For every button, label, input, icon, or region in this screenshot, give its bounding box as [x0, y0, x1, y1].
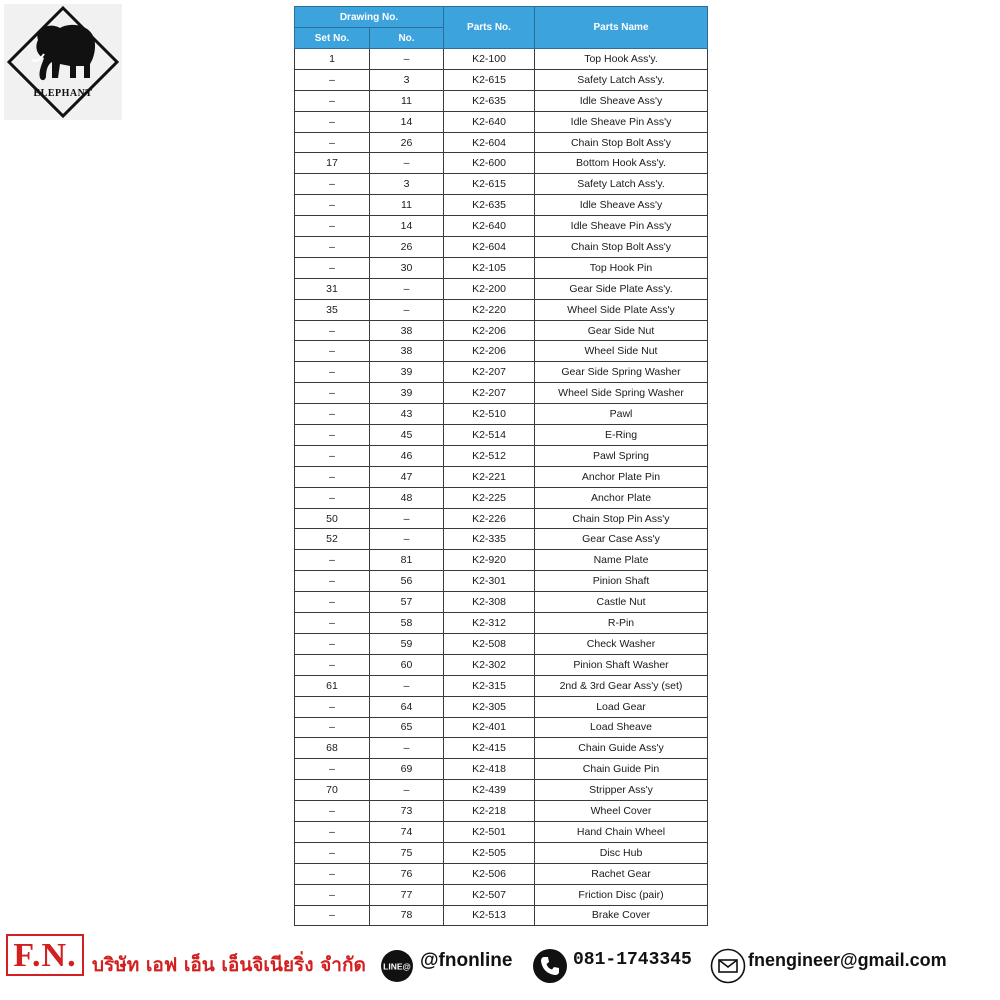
parts-name-cell: Brake Cover	[535, 905, 708, 926]
set-no-cell: –	[295, 759, 370, 780]
parts-name-cell: Pawl	[535, 404, 708, 425]
parts-name-cell: Castle Nut	[535, 592, 708, 613]
set-no-cell: –	[295, 404, 370, 425]
table-row	[295, 216, 708, 237]
table-row	[295, 508, 708, 529]
set-no-cell: 70	[295, 780, 370, 801]
drawing-no-cell: 77	[370, 884, 444, 905]
drawing-no-cell: 26	[370, 132, 444, 153]
drawing-no-cell: 46	[370, 445, 444, 466]
parts-no-cell: K2-512	[444, 445, 535, 466]
elephant-logo	[4, 4, 122, 120]
drawing-no-cell: 69	[370, 759, 444, 780]
elephant-icon	[4, 4, 122, 120]
drawing-no-cell: 45	[370, 425, 444, 446]
drawing-no-cell: 3	[370, 174, 444, 195]
parts-name-cell: Gear Case Ass'y	[535, 529, 708, 550]
table-row	[295, 111, 708, 132]
parts-no-cell: K2-640	[444, 216, 535, 237]
parts-name-cell: Safety Latch Ass'y.	[535, 69, 708, 90]
table-row	[295, 132, 708, 153]
parts-no-cell: K2-206	[444, 320, 535, 341]
parts-name-cell: Gear Side Nut	[535, 320, 708, 341]
set-no-cell: –	[295, 863, 370, 884]
drawing-no-cell: 57	[370, 592, 444, 613]
drawing-no-cell: 47	[370, 466, 444, 487]
parts-no-cell: K2-439	[444, 780, 535, 801]
set-no-cell: –	[295, 216, 370, 237]
set-no-cell: –	[295, 425, 370, 446]
parts-name-cell: Gear Side Spring Washer	[535, 362, 708, 383]
parts-table-body	[295, 49, 708, 926]
parts-name-cell: Name Plate	[535, 550, 708, 571]
parts-name-header: Parts Name	[535, 7, 708, 49]
table-row	[295, 821, 708, 842]
table-row	[295, 571, 708, 592]
table-row	[295, 863, 708, 884]
parts-name-cell: Friction Disc (pair)	[535, 884, 708, 905]
parts-no-cell: K2-401	[444, 717, 535, 738]
parts-name-cell: Idle Sheave Pin Ass'y	[535, 216, 708, 237]
parts-no-cell: K2-415	[444, 738, 535, 759]
table-row	[295, 592, 708, 613]
set-no-cell: –	[295, 383, 370, 404]
parts-name-cell: Bottom Hook Ass'y.	[535, 153, 708, 174]
parts-no-cell: K2-221	[444, 466, 535, 487]
parts-name-cell: E-Ring	[535, 425, 708, 446]
drawing-no-cell: 56	[370, 571, 444, 592]
drawing-no-cell: 74	[370, 821, 444, 842]
drawing-no-header: Drawing No.	[295, 7, 444, 28]
parts-no-cell: K2-514	[444, 425, 535, 446]
set-no-cell: –	[295, 174, 370, 195]
footer-contact-bar	[0, 928, 1000, 1000]
set-no-cell: –	[295, 195, 370, 216]
parts-name-cell: Wheel Side Spring Washer	[535, 383, 708, 404]
parts-name-cell: Top Hook Ass'y.	[535, 49, 708, 70]
set-no-cell: –	[295, 613, 370, 634]
parts-name-cell: Idle Sheave Ass'y	[535, 90, 708, 111]
table-row	[295, 675, 708, 696]
parts-no-cell: K2-206	[444, 341, 535, 362]
parts-no-cell: K2-635	[444, 90, 535, 111]
parts-no-cell: K2-105	[444, 257, 535, 278]
drawing-no-cell: 76	[370, 863, 444, 884]
email-address[interactable]: fnengineer@gmail.com	[748, 950, 947, 970]
parts-no-cell: K2-507	[444, 884, 535, 905]
drawing-no-cell: 75	[370, 842, 444, 863]
parts-name-cell: Pinion Shaft Washer	[535, 654, 708, 675]
parts-name-cell: Disc Hub	[535, 842, 708, 863]
drawing-no-cell: –	[370, 738, 444, 759]
table-row	[295, 445, 708, 466]
drawing-no-cell: 39	[370, 362, 444, 383]
set-no-cell: 1	[295, 49, 370, 70]
table-row	[295, 633, 708, 654]
set-no-cell: –	[295, 550, 370, 571]
set-no-cell: –	[295, 320, 370, 341]
drawing-no-cell: –	[370, 49, 444, 70]
table-row	[295, 780, 708, 801]
drawing-no-cell: –	[370, 675, 444, 696]
set-no-cell: –	[295, 111, 370, 132]
parts-no-cell: K2-315	[444, 675, 535, 696]
parts-no-cell: K2-312	[444, 613, 535, 634]
table-row	[295, 237, 708, 258]
parts-name-cell: Idle Sheave Ass'y	[535, 195, 708, 216]
table-row	[295, 696, 708, 717]
parts-no-cell: K2-604	[444, 132, 535, 153]
parts-name-cell: 2nd & 3rd Gear Ass'y (set)	[535, 675, 708, 696]
table-row	[295, 425, 708, 446]
drawing-no-cell: –	[370, 508, 444, 529]
parts-no-cell: K2-301	[444, 571, 535, 592]
drawing-no-cell: 65	[370, 717, 444, 738]
parts-name-cell: Chain Guide Ass'y	[535, 738, 708, 759]
drawing-no-cell: 26	[370, 237, 444, 258]
drawing-no-cell: 59	[370, 633, 444, 654]
parts-no-cell: K2-335	[444, 529, 535, 550]
fn-brand-logo: F.N.	[6, 934, 84, 976]
table-row	[295, 905, 708, 926]
table-row	[295, 613, 708, 634]
parts-name-cell: Rachet Gear	[535, 863, 708, 884]
parts-name-cell: Wheel Side Nut	[535, 341, 708, 362]
table-row	[295, 49, 708, 70]
parts-no-header: Parts No.	[444, 7, 535, 49]
parts-no-cell: K2-418	[444, 759, 535, 780]
table-row	[295, 195, 708, 216]
set-no-cell: 17	[295, 153, 370, 174]
drawing-no-cell: 11	[370, 90, 444, 111]
parts-name-cell: Load Gear	[535, 696, 708, 717]
set-no-cell: –	[295, 445, 370, 466]
parts-no-cell: K2-505	[444, 842, 535, 863]
table-row	[295, 69, 708, 90]
parts-no-cell: K2-508	[444, 633, 535, 654]
drawing-no-cell: 38	[370, 320, 444, 341]
table-row	[295, 383, 708, 404]
parts-name-cell: Pinion Shaft	[535, 571, 708, 592]
set-no-cell: 31	[295, 278, 370, 299]
parts-no-cell: K2-635	[444, 195, 535, 216]
parts-name-cell: Hand Chain Wheel	[535, 821, 708, 842]
parts-name-cell: Safety Latch Ass'y.	[535, 174, 708, 195]
parts-no-cell: K2-600	[444, 153, 535, 174]
drawing-no-cell: 64	[370, 696, 444, 717]
parts-no-cell: K2-510	[444, 404, 535, 425]
table-row	[295, 487, 708, 508]
parts-name-cell: Gear Side Plate Ass'y.	[535, 278, 708, 299]
set-no-cell: 50	[295, 508, 370, 529]
table-row	[295, 174, 708, 195]
drawing-no-cell: 81	[370, 550, 444, 571]
table-row	[295, 529, 708, 550]
set-no-cell: –	[295, 487, 370, 508]
table-row	[295, 404, 708, 425]
parts-name-cell: Idle Sheave Pin Ass'y	[535, 111, 708, 132]
set-no-cell: –	[295, 237, 370, 258]
parts-no-cell: K2-920	[444, 550, 535, 571]
table-row	[295, 341, 708, 362]
table-row	[295, 717, 708, 738]
set-no-cell: –	[295, 842, 370, 863]
line-icon	[380, 949, 414, 983]
parts-no-cell: K2-305	[444, 696, 535, 717]
table-row	[295, 801, 708, 822]
parts-name-cell: Load Sheave	[535, 717, 708, 738]
drawing-no-cell: 14	[370, 111, 444, 132]
table-row	[295, 362, 708, 383]
table-row	[295, 759, 708, 780]
drawing-no-cell: 48	[370, 487, 444, 508]
set-no-header: Set No.	[295, 28, 370, 49]
drawing-no-cell: 58	[370, 613, 444, 634]
set-no-cell: –	[295, 654, 370, 675]
parts-name-cell: Chain Guide Pin	[535, 759, 708, 780]
table-row	[295, 299, 708, 320]
set-no-cell: –	[295, 633, 370, 654]
table-row	[295, 654, 708, 675]
drawing-no-cell: –	[370, 529, 444, 550]
drawing-no-cell: 78	[370, 905, 444, 926]
drawing-no-cell: 60	[370, 654, 444, 675]
parts-name-cell: Pawl Spring	[535, 445, 708, 466]
parts-name-cell: Anchor Plate Pin	[535, 466, 708, 487]
no-header: No.	[370, 28, 444, 49]
parts-no-cell: K2-225	[444, 487, 535, 508]
parts-no-cell: K2-604	[444, 237, 535, 258]
table-row	[295, 738, 708, 759]
parts-no-cell: K2-207	[444, 383, 535, 404]
table-row	[295, 466, 708, 487]
mail-icon	[710, 948, 746, 984]
table-row	[295, 884, 708, 905]
parts-no-cell: K2-226	[444, 508, 535, 529]
parts-name-cell: Anchor Plate	[535, 487, 708, 508]
drawing-no-cell: –	[370, 780, 444, 801]
drawing-no-cell: 14	[370, 216, 444, 237]
parts-no-cell: K2-513	[444, 905, 535, 926]
set-no-cell: –	[295, 905, 370, 926]
parts-no-cell: K2-308	[444, 592, 535, 613]
set-no-cell: 35	[295, 299, 370, 320]
set-no-cell: –	[295, 69, 370, 90]
parts-no-cell: K2-200	[444, 278, 535, 299]
line-badge-text: LINE@	[383, 961, 411, 972]
set-no-cell: –	[295, 362, 370, 383]
set-no-cell: –	[295, 341, 370, 362]
parts-no-cell: K2-207	[444, 362, 535, 383]
parts-name-cell: Chain Stop Pin Ass'y	[535, 508, 708, 529]
set-no-cell: –	[295, 90, 370, 111]
set-no-cell: –	[295, 696, 370, 717]
parts-no-cell: K2-501	[444, 821, 535, 842]
drawing-no-cell: –	[370, 299, 444, 320]
drawing-no-cell: 11	[370, 195, 444, 216]
set-no-cell: –	[295, 466, 370, 487]
set-no-cell: 52	[295, 529, 370, 550]
set-no-cell: –	[295, 821, 370, 842]
drawing-no-cell: 38	[370, 341, 444, 362]
line-id[interactable]: @fnonline	[420, 950, 513, 971]
set-no-cell: –	[295, 884, 370, 905]
table-row	[295, 257, 708, 278]
parts-no-cell: K2-640	[444, 111, 535, 132]
set-no-cell: –	[295, 592, 370, 613]
parts-name-cell: Stripper Ass'y	[535, 780, 708, 801]
drawing-no-cell: 3	[370, 69, 444, 90]
parts-no-cell: K2-100	[444, 49, 535, 70]
drawing-no-cell: –	[370, 278, 444, 299]
parts-name-cell: Chain Stop Bolt Ass'y	[535, 132, 708, 153]
parts-no-cell: K2-220	[444, 299, 535, 320]
set-no-cell: –	[295, 257, 370, 278]
set-no-cell: –	[295, 132, 370, 153]
logo-text: ELEPHANT	[33, 88, 93, 99]
table-row	[295, 550, 708, 571]
parts-no-cell: K2-302	[444, 654, 535, 675]
set-no-cell: 68	[295, 738, 370, 759]
set-no-cell: –	[295, 571, 370, 592]
parts-name-cell: Wheel Cover	[535, 801, 708, 822]
set-no-cell: –	[295, 717, 370, 738]
parts-name-cell: Top Hook Pin	[535, 257, 708, 278]
phone-icon	[532, 948, 568, 984]
parts-name-cell: R-Pin	[535, 613, 708, 634]
drawing-no-cell: 39	[370, 383, 444, 404]
table-row	[295, 278, 708, 299]
drawing-no-cell: 73	[370, 801, 444, 822]
parts-no-cell: K2-615	[444, 69, 535, 90]
parts-name-cell: Check Washer	[535, 633, 708, 654]
drawing-no-cell: 43	[370, 404, 444, 425]
table-row	[295, 90, 708, 111]
parts-name-cell: Wheel Side Plate Ass'y	[535, 299, 708, 320]
table-row	[295, 320, 708, 341]
phone-number[interactable]: 081-1743345	[573, 950, 692, 970]
table-row	[295, 842, 708, 863]
parts-no-cell: K2-615	[444, 174, 535, 195]
set-no-cell: 61	[295, 675, 370, 696]
parts-table	[294, 6, 708, 926]
company-name: บริษัท เอฟ เอ็น เอ็นจิเนียริ่ง จำกัด	[92, 954, 366, 976]
drawing-no-cell: 30	[370, 257, 444, 278]
parts-name-cell: Chain Stop Bolt Ass'y	[535, 237, 708, 258]
set-no-cell: –	[295, 801, 370, 822]
table-row	[295, 153, 708, 174]
parts-no-cell: K2-218	[444, 801, 535, 822]
drawing-no-cell: –	[370, 153, 444, 174]
parts-no-cell: K2-506	[444, 863, 535, 884]
